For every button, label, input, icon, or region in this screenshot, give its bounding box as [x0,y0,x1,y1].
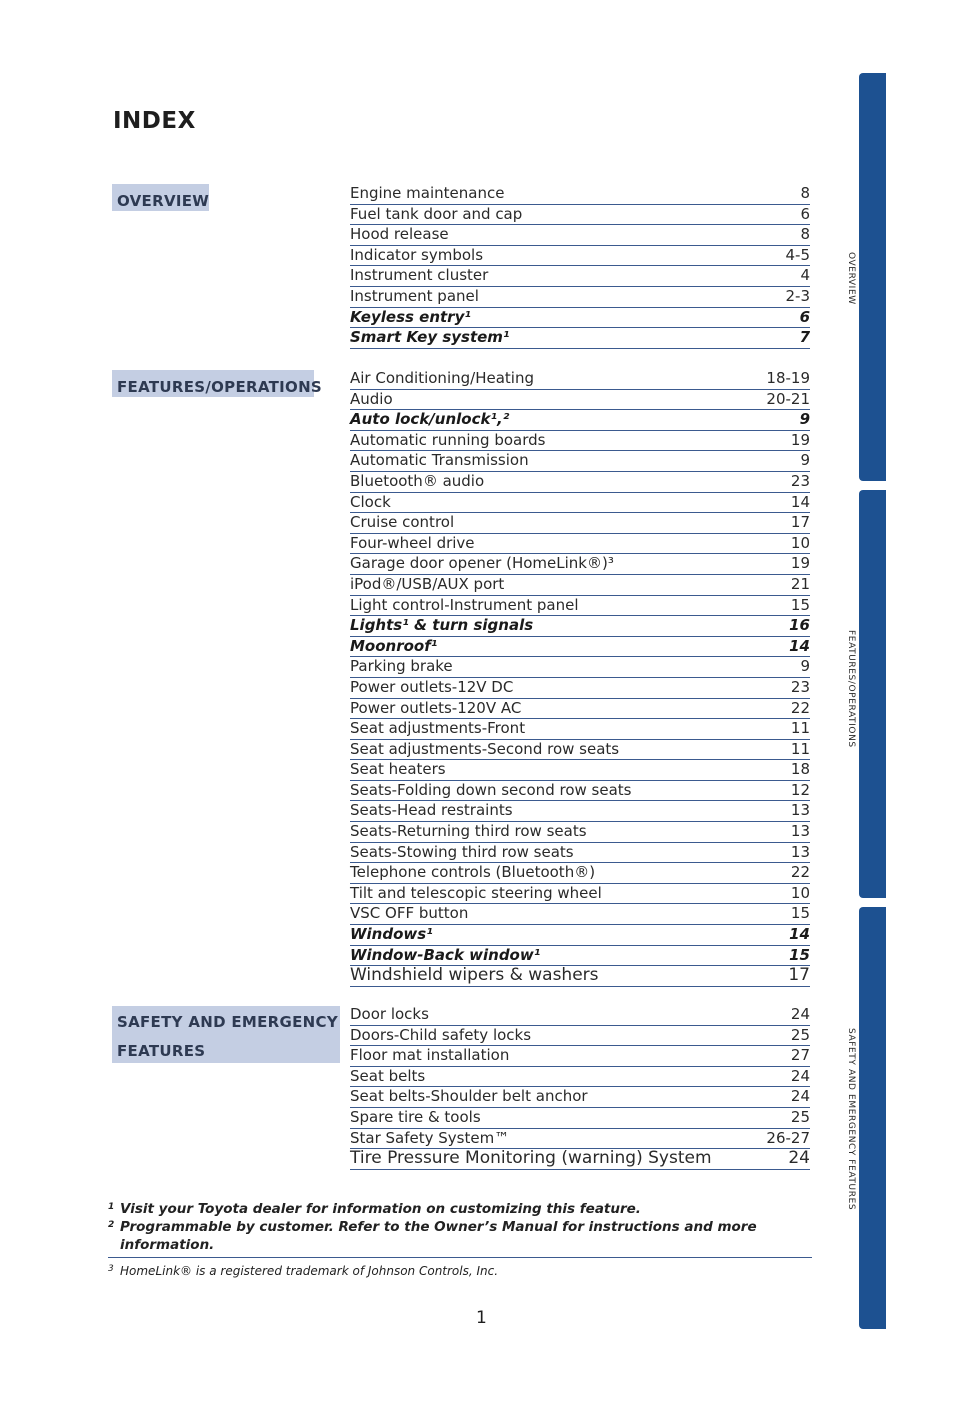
index-entry [350,1026,810,1047]
index-entry-name: Seat adjustments-Second row seats [350,739,620,758]
index-entry-page: 22 [790,698,810,717]
index-entry [350,699,810,720]
index-entry-name: VSC OFF button [350,904,469,923]
index-entry [350,637,810,658]
index-entry-name: Fuel tank door and cap [350,204,523,223]
index-entry-page: 9 [800,451,810,470]
index-entry [350,184,810,205]
index-entry-name: Smart Key system¹ [350,328,510,347]
index-entry-page: 24 [790,1087,810,1106]
index-entry-page: 18 [790,760,810,779]
index-entry [350,781,810,802]
index-entry-name: Seat belts-Shoulder belt anchor [350,1087,588,1106]
index-entry-name: Garage door opener (HomeLink®)³ [350,554,614,573]
index-entry-name: Automatic running boards [350,430,546,449]
index-entry-name: Parking brake [350,657,453,676]
index-entry-page: 9 [799,410,810,429]
side-tab-features-label: FEATURES/OPERATIONS [846,630,856,748]
index-entry [350,1087,810,1108]
index-entry [350,205,810,226]
index-entry-page: 7 [799,328,810,347]
index-entry-name: Air Conditioning/Heating [350,369,534,387]
index-entry [350,472,810,493]
index-entry-page: 4-5 [785,245,810,264]
index-entry-page: 25 [790,1107,810,1126]
index-entry-page: 21 [790,574,810,593]
index-entry-page: 6 [800,204,810,223]
index-entry [350,308,810,329]
index-entry [350,616,810,637]
index-entry-page: 16 [789,616,810,635]
index-entry [350,1067,810,1088]
index-entry [350,822,810,843]
index-entry-page: 25 [790,1025,810,1044]
features-entry-list [350,369,810,987]
index-entry [350,801,810,822]
index-entry-page: 23 [790,677,810,696]
index-entry-name: Seat adjustments-Front [350,719,526,738]
index-entry [350,1108,810,1129]
index-entry [350,760,810,781]
footnote-1 [108,1200,812,1218]
index-entry [350,328,810,349]
index-entry-name: Seat belts [350,1066,426,1085]
footnote-3-mark: 3 [108,1264,114,1274]
page-title: INDEX [113,108,196,134]
footnotes [108,1200,812,1280]
index-entry-name: Seat heaters [350,760,446,779]
index-entry-page: 10 [790,883,810,902]
index-entry-page: 22 [790,863,810,882]
index-entry-page: 8 [800,184,810,202]
index-entry-name: Instrument cluster [350,266,489,285]
side-tab-safety-label: SAFETY AND EMERGENCY FEATURES [846,1028,856,1211]
index-entry [350,1046,810,1067]
index-entry-name: Seats-Returning third row seats [350,822,587,841]
index-entry-name: Seats-Folding down second row seats [350,780,632,799]
index-entry-page: 13 [790,801,810,820]
index-entry-page: 27 [790,1046,810,1065]
index-entry-page: 18-19 [766,369,810,387]
index-entry [350,657,810,678]
page-number: 1 [476,1308,487,1328]
index-entry-name: Bluetooth® audio [350,471,485,490]
index-entry-page: 24 [788,1148,810,1169]
section-label-safety [112,1006,340,1063]
index-entry [350,534,810,555]
index-entry [350,1129,810,1150]
index-entry-page: 14 [789,636,810,655]
overview-entry-list [350,184,810,349]
index-entry [350,863,810,884]
index-entry-name: Power outlets-120V AC [350,698,522,717]
index-entry [350,740,810,761]
index-entry-page: 15 [790,904,810,923]
index-entry-name: Window-Back window¹ [350,945,541,964]
footnote-1-text: Visit your Toyota dealer for information on customizing this feature. [120,1201,641,1217]
index-entry [350,493,810,514]
index-entry [350,431,810,452]
index-entry-name: Audio [350,389,393,408]
index-entry [350,554,810,575]
index-entry [350,266,810,287]
index-entry-page: 12 [790,780,810,799]
index-entry-name: Indicator symbols [350,245,484,264]
footnote-divider [108,1257,812,1258]
index-entry-page: 11 [790,719,810,738]
index-entry-name: Telephone controls (Bluetooth®) [350,863,596,882]
index-entry-name: Four-wheel drive [350,533,475,552]
index-entry-page: 9 [800,657,810,676]
index-entry [350,596,810,617]
section-label-text: OVERVIEW [117,192,210,210]
index-entry [350,451,810,472]
side-tab-safety[interactable] [859,907,886,1329]
section-label-text: SAFETY AND EMERGENCY [117,1013,339,1031]
footnote-2 [108,1218,812,1254]
index-entry-name: Light control-Instrument panel [350,595,579,614]
index-entry-page: 20-21 [766,389,810,408]
footnote-1-mark: 1 [108,1202,115,1212]
index-entry-name: Lights¹ & turn signals [350,616,534,635]
index-entry [350,1005,810,1026]
index-entry-page: 26-27 [766,1128,810,1147]
index-entry-page: 17 [790,513,810,532]
footnote-2-text: Programmable by customer. Refer to the Owner’s Manual for instructions and more information. [120,1219,757,1253]
index-entry [350,946,810,967]
index-entry-page: 15 [790,595,810,614]
section-label-text: FEATURES [117,1042,206,1060]
index-entry-name: Engine maintenance [350,184,505,202]
index-entry [350,678,810,699]
index-entry-page: 24 [790,1005,810,1023]
index-entry-page: 19 [790,554,810,573]
index-entry-name: Star Safety System™ [350,1128,510,1147]
index-entry [350,287,810,308]
index-entry [350,904,810,925]
footnote-3-text: HomeLink® is a registered trademark of Johnson Controls, Inc. [120,1264,499,1278]
index-entry-page: 2-3 [785,286,810,305]
side-tab-features[interactable] [859,490,886,898]
index-entry-page: 23 [790,471,810,490]
index-entry-page: 17 [788,965,810,986]
index-entry [350,966,810,987]
index-entry-page: 13 [790,842,810,861]
index-entry-name: Doors-Child safety locks [350,1025,532,1044]
footnote-3 [108,1262,812,1280]
index-entry [350,1149,810,1170]
index-entry [350,390,810,411]
index-entry-name: Moonroof¹ [350,636,438,655]
index-entry-name: Door locks [350,1005,429,1023]
index-entry [350,843,810,864]
index-entry-page: 14 [789,925,810,944]
index-entry [350,225,810,246]
index-entry-name: Cruise control [350,513,455,532]
side-tab-overview[interactable] [859,73,886,481]
index-entry-name: Keyless entry¹ [350,307,471,326]
index-entry-page: 14 [790,492,810,511]
index-entry-name: Windshield wipers & washers [350,965,599,986]
section-label-features [112,370,323,397]
section-label-overview [112,184,209,211]
index-entry [350,410,810,431]
index-entry [350,719,810,740]
index-entry-name: Floor mat installation [350,1046,510,1065]
footnote-2-mark: 2 [108,1220,115,1230]
index-entry-page: 15 [789,945,810,964]
side-tab-overview-label: OVERVIEW [846,252,856,305]
index-entry-page: 8 [800,225,810,244]
index-entry-name: Spare tire & tools [350,1107,481,1126]
safety-entry-list [350,1005,810,1170]
index-entry-name: Automatic Transmission [350,451,529,470]
index-entry-name: Auto lock/unlock¹,² [350,410,510,429]
index-entry [350,575,810,596]
index-entry-name: Clock [350,492,391,511]
index-entry [350,246,810,267]
index-entry-name: Tilt and telescopic steering wheel [350,883,602,902]
index-entry-name: Tire Pressure Monitoring (warning) System [350,1148,712,1169]
index-entry-name: Seats-Head restraints [350,801,513,820]
index-entry-page: 24 [790,1066,810,1085]
index-entry-page: 4 [800,266,810,285]
section-label-text: FEATURES/OPERATIONS [117,378,323,396]
index-entry-page: 6 [799,307,810,326]
index-entry-page: 10 [790,533,810,552]
index-entry-page: 11 [790,739,810,758]
index-entry-name: iPod®/USB/AUX port [350,574,505,593]
index-entry-name: Windows¹ [350,925,433,944]
index-entry-page: 19 [790,430,810,449]
index-entry [350,369,810,390]
index-entry-name: Hood release [350,225,449,244]
index-entry-page: 13 [790,822,810,841]
index-entry [350,513,810,534]
index-entry-name: Instrument panel [350,286,479,305]
index-entry-name: Power outlets-12V DC [350,677,514,696]
index-entry-name: Seats-Stowing third row seats [350,842,574,861]
index-entry [350,884,810,905]
index-entry [350,925,810,946]
